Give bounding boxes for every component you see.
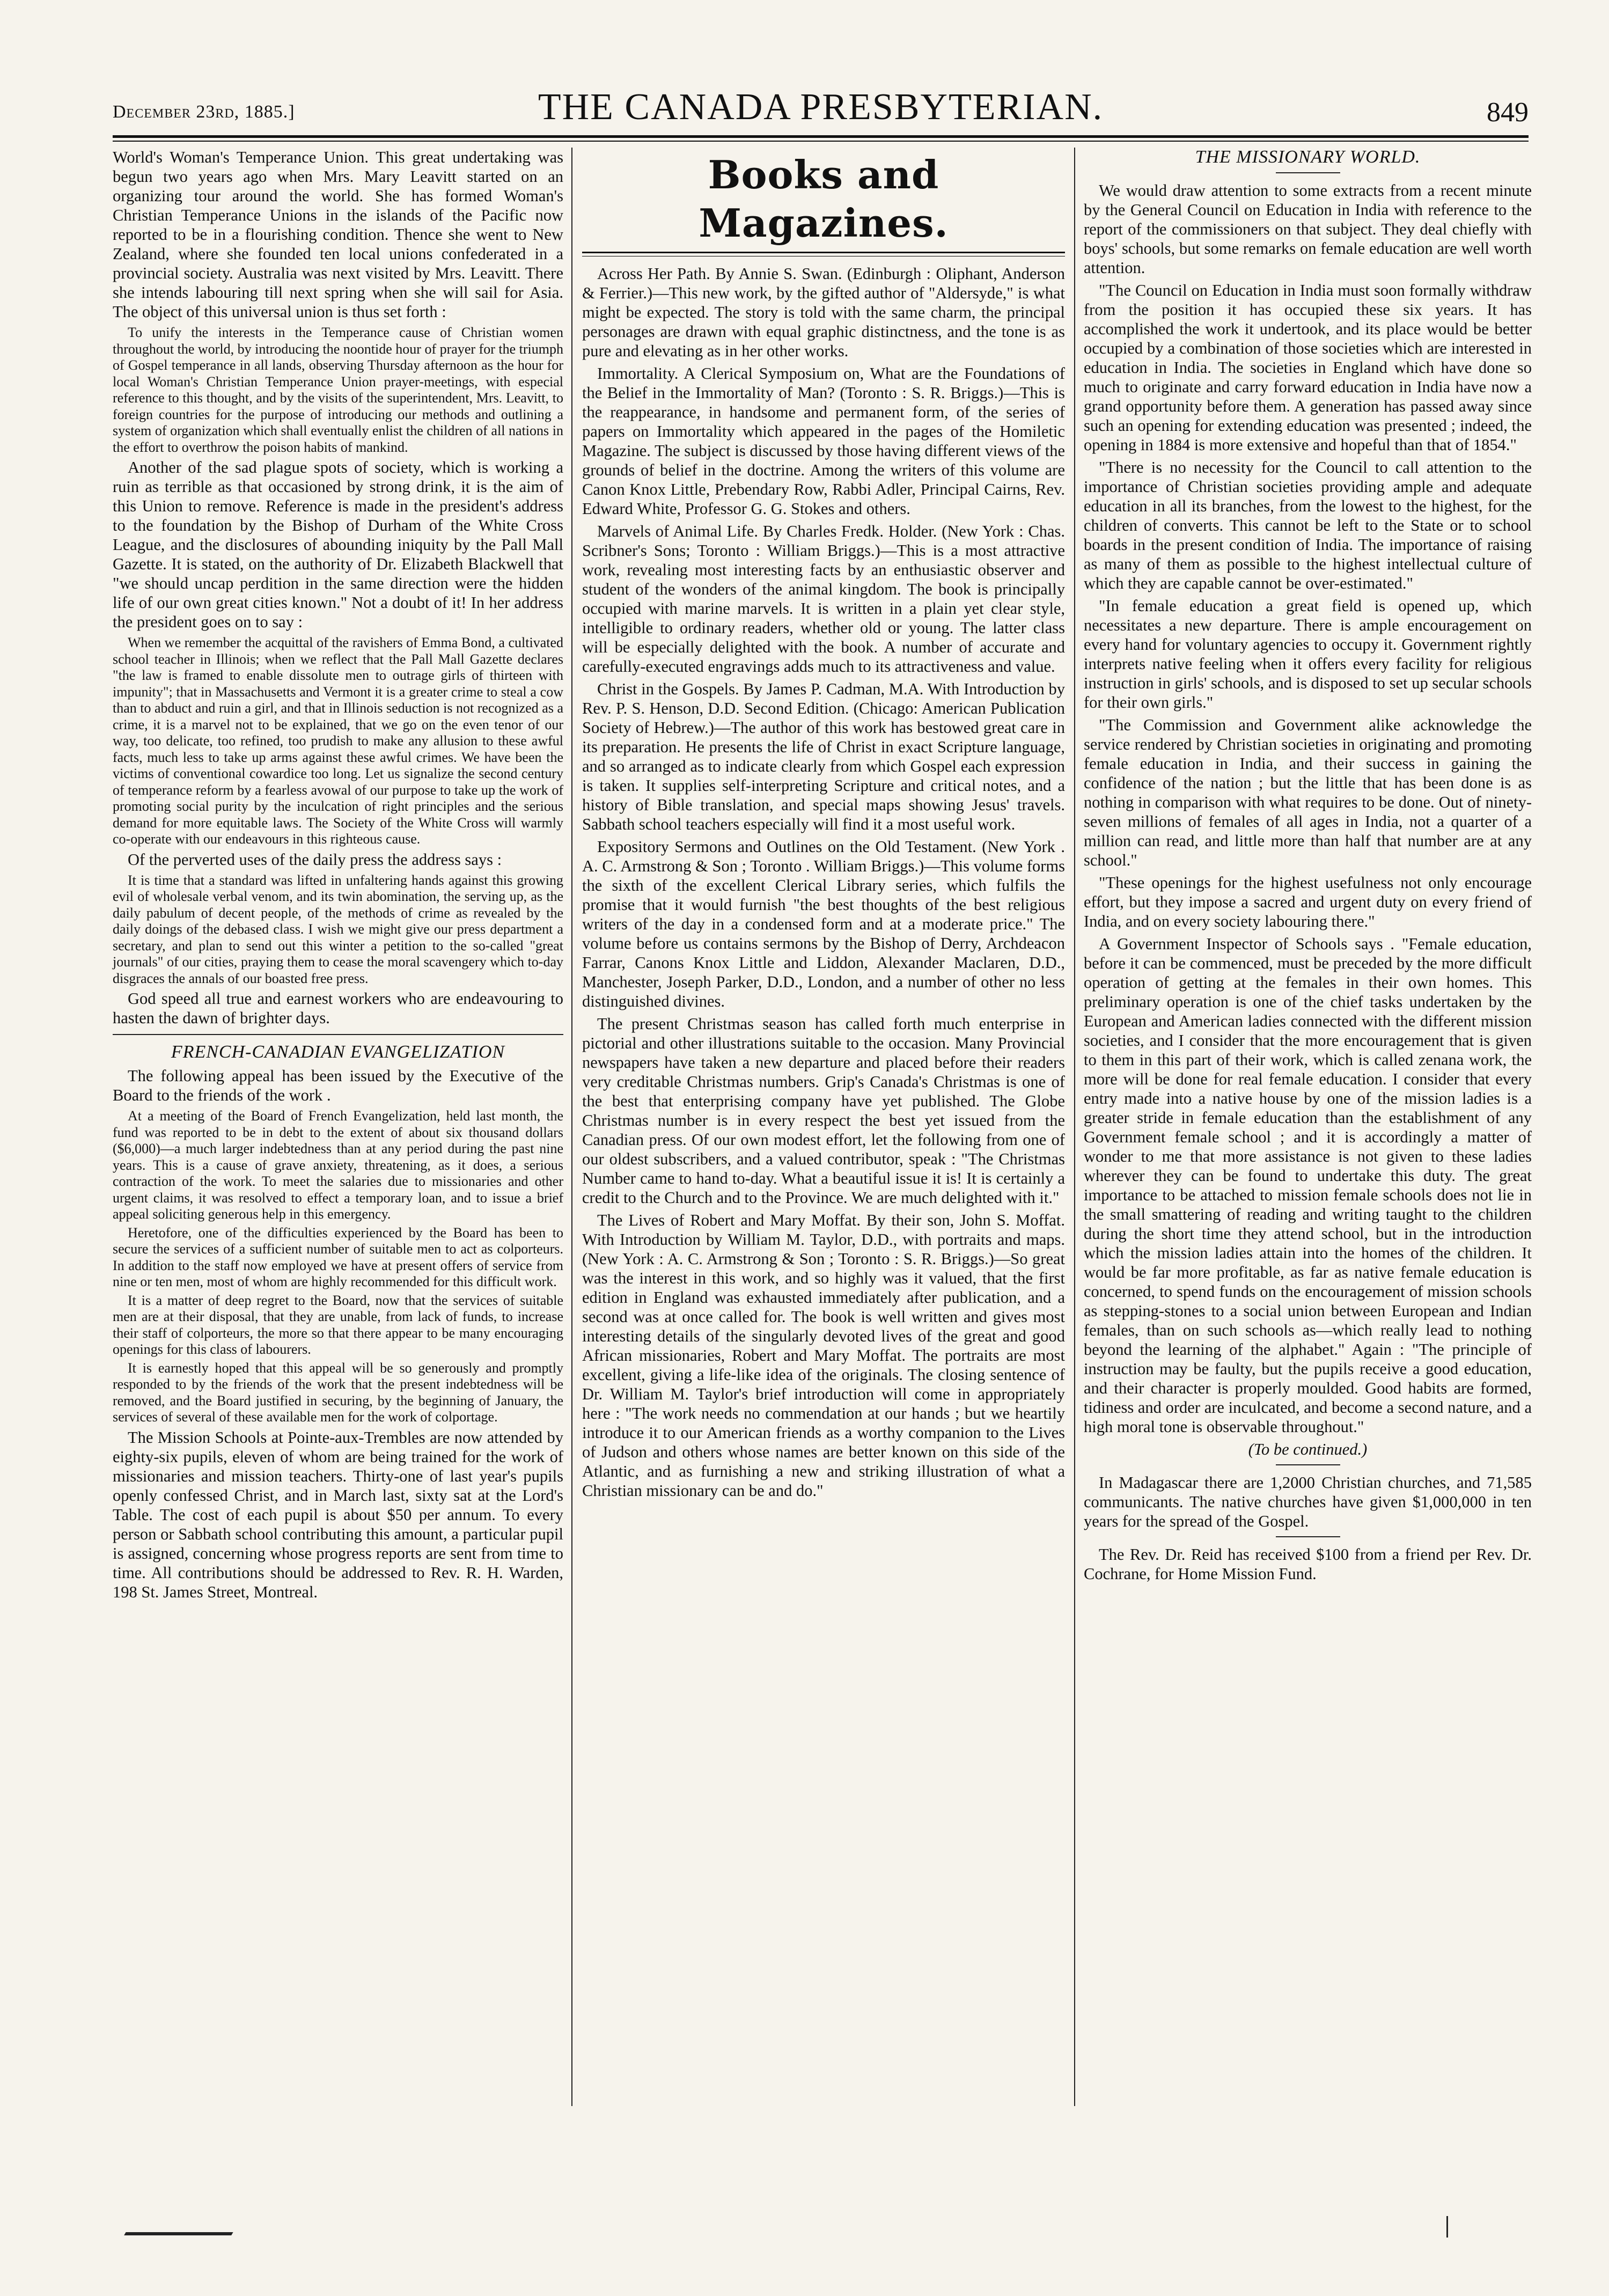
masthead-rule bbox=[113, 135, 1529, 138]
quote-text: When we remember the acquittal of the ravishers of Emma Bond, a cultivated school teacher in Illinois; when we reflect that the Pall Mall Gazette declares "the law is framed to enable dissolute men to outrage girls of thirteen with impunity"; that in Massachusetts and Vermont it is a greater crime to steal a cow than to abduct and ruin a girl, and that in Illinois seduction is not recognized as a crime, it is a marvel not to be explained, that we go on the even tenor of our way, too delicate, too refined, too prudish to make any allusion to these awful facts, much less to take up arms against these awful crimes. We have been the victims of conventional cowardice too long. Let us signalize the second century of temperance reform by a fearless avowal of our purpose to take up the work of promoting social purity by the inculcation of right principles and the serious demand for more equitable laws. The Society of the White Cross will warmly co-operate with our endeavours in this righteous cause. bbox=[113, 635, 563, 847]
temperance-paragraph-3: Of the perverted uses of the daily press the address says : bbox=[128, 850, 502, 869]
temperance-paragraph-2: Another of the sad plague spots of society, which is working a ruin as terrible as that occasioned by strong drink, it is the aim of this Union to remove. Reference is made in the president's address to the foundation by the Bishop of Durham of the White Cross League, and the disclosures of abounding iniquity by the Pall Mall Gazette. It is stated, on the authority of Dr. Elizabeth Blackwell that "we should uncap perdition in the same direction were the hidden life of our own great cities known." Not a doubt of it! In her address the president goes on to say : bbox=[113, 458, 563, 631]
temperance-paragraph-1: World's Woman's Temperance Union. This great undertaking was begun two years ago when Mrs. Mary Leavitt started on an organizing tour around the world. She has formed Woman's Christian Temperance Unions in the islands of the Pacific now reported to be in a flourishing condition. Thence she went to New Zealand, where she founded ten local unions confederated in a provincial society. Australia was next visited by Mrs. Leavitt. There she intends labouring till next spring when she will sail for Asia. The object of this universal union is thus set forth : bbox=[113, 148, 563, 321]
section-heading-french-canadian: FRENCH-CANADIAN EVANGELIZATION bbox=[171, 1042, 505, 1062]
missionary-paragraph-3: "There is no necessity for the Council to call attention to the importance of Christian societies providing ample and adequate education in all its branches, from the lowest to the highest, for the children of converts. This cannot be left to the State or to school boards in the present condition of India. The importance of raising as many of them as possible to the highest intellectual culture of which they are capable cannot be over-estimated." bbox=[1084, 458, 1532, 592]
heading-rule bbox=[1276, 172, 1340, 173]
masthead-rule-thin bbox=[113, 141, 1529, 142]
review-immortality: Immortality. A Clerical Symposium on, What are the Foundations of the Belief in the Immortality of Man? (Toronto : S. R. Briggs.)—This is the reappearance, in handsome and permanent form, of the series of papers on Immortality which appeared in the pages of the Homiletic Magazine. The subject is discussed by those having different views of the grounds of belief in the doctrine. Among the writers of this volume are Canon Knox Little, Prebendary Row, Rabbi Adler, Principal Cairns, Rev. Edward White, Professor G. G. Stokes and others. bbox=[582, 364, 1065, 518]
section-rule bbox=[113, 1034, 563, 1035]
temperance-quote-2 bbox=[113, 635, 563, 848]
newspaper-title: THE CANADA PRESBYTERIAN. bbox=[538, 86, 1104, 128]
temperance-paragraph-4: God speed all true and earnest workers who are endeavouring to hasten the dawn of brighter days. bbox=[113, 989, 563, 1027]
print-smudge-mark bbox=[121, 2232, 233, 2241]
section-heading-missionary-world: THE MISSIONARY WORLD. bbox=[1195, 147, 1421, 167]
temperance-quote-1 bbox=[113, 325, 563, 456]
missionary-paragraph-2: "The Council on Education in India must soon formally withdraw from the position it has occupied these six years. It has accomplished the work it undertook, and its place would be better occupied by a combination of those societies which are interested in education in India. The societies in England which have done so much to originate and carry forward education in India have now a grand opportunity before them. A generation has passed away since such an opening for extending education was presented ; indeed, the opening in 1884 is more extensive and hopeful than that of 1854." bbox=[1084, 281, 1532, 454]
column-center bbox=[582, 148, 1065, 1503]
masthead bbox=[113, 80, 1529, 140]
quote-text: It is time that a standard was lifted in unfaltering hands against this growing evil of wholesale verbal venom, and its twin abomination, the serving up, as the daily pabulum of decent people, of the methods of crime as revealed by the daily doings of the debased class. I wish we might give our press department a secretary, and plan to send out this winter a petition to the so-called "great journals" of our cities, praying them to cease the moral scavengery which to-day disgraces the annals of our boasted free press. bbox=[113, 872, 563, 986]
to-be-continued: (To be continued.) bbox=[1248, 1440, 1368, 1458]
review-christ-in-the-gospels: Christ in the Gospels. By James P. Cadman, M.A. With Introduction by Rev. P. S. Henson, D.D. Second Edition. (Chicago: American Publication Society of Hebrew.)—The author of this work has bestowed great care in its preparation. He presents the life of Christ in exact Scripture language, and so arranged as to indicate clearly from which Gospel each expression is taken. It supplies self-interpreting Scripture and critical notes, and a history of Bible translation, and special maps showing Jesus' travels. Sabbath school teachers especially will find it a most useful work. bbox=[582, 680, 1065, 833]
column-right bbox=[1084, 148, 1532, 1587]
missionary-paragraph-7: A Government Inspector of Schools says . "Female education, before it can be commenced, must be preceded by the more difficult operation of getting at the females in their own homes. This preliminary operation is one of the chief tasks undertaken by the European and American ladies connected with the different mission societies, and I consider that the more encouragement that is given to them in this part of their work, which is called zenana work, the more will be done for real female education. I consider that every entry made into a native house by one of the mission ladies is a greater stride in female education than the establishment of any Government female school ; and it is accordingly a matter of wonder to me that more assistance is not given to these ladies wherever they can be found to undertake this duty. The great importance to be attached to mission female schools does not lie in the small smattering of reading and writing taught to the children during the short time they attend school, but in the introduction which the mission ladies attain into the homes of the children. It would be far more profitable, as far as native female education is concerned, to spend funds on the encouragement of mission schools as stepping-stones to a social union between European and Indian females, than on such schools as—which really lead to nothing beyond the learning of the alphabet." Again : "The principle of instruction may be faulty, but the pupils receive a good education, and their character is properly moulded. Good habits are formed, tidiness and order are inculcated, and become a second nature, and a high moral tone is observable throughout." bbox=[1084, 935, 1532, 1436]
review-christmas-season: The present Christmas season has called forth much enterprise in pictorial and other illustrations suitable to the occasion. Many Provincial newspapers have taken a new departure and placed before their readers very creditable Christmas numbers. Grip's Canada's Christmas is one of the best that enterprising company have yet published. The Globe Christmas number is in every respect the best yet issued from the Canadian press. Of our own modest effort, let the following from one of our oldest subscribers, and a valued contributor, speak : "The Christmas Number came to hand to-day. What a beautiful issue it is! It is certainly a credit to the Church and to the Province. We are much delighted with it." bbox=[582, 1015, 1065, 1207]
appeal-intro: The following appeal has been issued by the Executive of the Board to the friends of the work . bbox=[113, 1067, 563, 1104]
review-across-her-path: Across Her Path. By Annie S. Swan. (Edinburgh : Oliphant, Anderson & Ferrier.)—This new work, by the gifted author of "Aldersyde," is what might be expected. The story is told with the same charm, the principal personages are drawn with equal graphic distinctness, and the tone is as pure and elevating as in her other works. bbox=[582, 265, 1065, 360]
review-lives-of-moffat: The Lives of Robert and Mary Moffat. By their son, John S. Moffat. With Introduction by William M. Taylor, D.D., with portraits and maps. (New York : A. C. Armstrong & Son ; Toronto : S. R. Briggs.)—So great was the interest in this work, and so highly was it valued, that the first edition in England was exhausted immediately after publication, and a second was at once called for. The book is well written and gives most interesting details of the singularly devoted lives of the great and good African missionaries, Robert and Mary Moffat. The portraits are most excellent, giving a life-like idea of the originals. The closing sentence of Dr. William M. Taylor's brief introduction will come in appropriately here : "The work needs no commendation at our hands ; but we heartily introduce it to our American friends as a worthy companion to the Lives of Judson and others whose names are better known on this side of the Atlantic, and as furnishing a new and striking illustration of what a Christian missionary can be and do." bbox=[582, 1211, 1065, 1500]
missionary-paragraph-4: "In female education a great field is opened up, which necessitates a new departure. There is ample encouragement on every hand for voluntary agencies to occupy it. Government rightly interprets native feeling when it offers every facility for religious instruction in girls' schools, and is disposed to set up secular schools for their own girls." bbox=[1084, 597, 1532, 711]
appeal-text: It is earnestly hoped that this appeal will be so generously and promptly responded to by the friends of the work that the present indebtedness will be removed, and the Board justified in securing, by the beginning of January, the services of several of these available men for the work of colportage. bbox=[113, 1360, 563, 1425]
appeal-quote bbox=[113, 1108, 563, 1426]
temperance-quote-3 bbox=[113, 872, 563, 987]
column-divider-2 bbox=[1074, 148, 1075, 2106]
item-rule bbox=[1276, 1536, 1340, 1537]
section-heading-books: Books and Magazines. bbox=[699, 152, 949, 246]
page-number: 849 bbox=[1487, 97, 1529, 128]
column-left bbox=[113, 148, 563, 1605]
review-expository-sermons: Expository Sermons and Outlines on the Old Testament. (New York . A. C. Armstrong & Son ; Toronto . William Briggs.)—This volume forms the sixth of the excellent Clerical Library series, which fulfils the promise that it would furnish "the best thoughts of the best religious writers of the day in a condensed form and at a moderate price." The volume before us contains sermons by the Bishop of Derry, Archdeacon Farrar, Canons Knox Little and Liddon, Alexander Maclaren, D.D., Manchester, Joseph Parker, D.D., London, and a number of other no less distinguished divines. bbox=[582, 838, 1065, 1010]
column-divider-1 bbox=[571, 148, 572, 2106]
item-rule bbox=[1276, 1464, 1340, 1465]
appeal-text: Heretofore, one of the difficulties experienced by the Board has been to secure the services of a sufficient number of suitable men to act as colporteurs. In addition to the staff now employed we have at present offers of service from nine or ten men, most of whom are highly recommended for this difficult work. bbox=[113, 1224, 563, 1289]
reid-note: The Rev. Dr. Reid has received $100 from a friend per Rev. Dr. Cochrane, for Home Mission Fund. bbox=[1084, 1545, 1532, 1583]
quote-text: To unify the interests in the Temperance cause of Christian women throughout the world, by introducing the noontide hour of prayer for the triumph of Gospel temperance in all lands, observing Thursday afternoon as the hour for local Woman's Christian Temperance Union prayer-meetings, with especial reference to this thought, and by the visits of the superintendent, Mrs. Leavitt, to foreign countries for the purpose of introducing our methods and outlining a system of organization which shall eventually enlist the children of all nations in the effort to overthrow the poison habits of mankind. bbox=[113, 325, 563, 455]
appeal-text: At a meeting of the Board of French Evangelization, held last month, the fund was reported to be in debt to the extent of about six thousand dollars ($6,000)—a much larger indebtedness than at any period during the past nine years. This is a cause of grave anxiety, threatening, as it does, a serious contraction of the work. To meet the salaries due to missionaries and other urgent claims, it was resolved to effect a temporary loan, and to issue a brief appeal soliciting generous help in this emergency. bbox=[113, 1108, 563, 1222]
issue-date: December 23rd, 1885.] bbox=[113, 102, 295, 122]
missionary-paragraph-1: We would draw attention to some extracts from a recent minute by the General Council on Education in India with reference to the report of the commissioners on that subject. They deal chiefly with boys' schools, but some remarks on female education are well worth attention. bbox=[1084, 181, 1532, 277]
madagascar-note: In Madagascar there are 1,2000 Christian churches, and 71,585 communicants. The native churches have given $1,000,000 in ten years for the spread of the Gospel. bbox=[1084, 1473, 1532, 1530]
mission-schools-paragraph: The Mission Schools at Pointe-aux-Trembles are now attended by eighty-six pupils, eleven of whom are being trained for the work of missionaries and mission teachers. Thirty-one of last year's pupils openly confessed Christ, and in March last, sixty sat at the Lord's Table. The cost of each pupil is about $50 per annum. To every person or Sabbath school contributing this amount, a particular pupil is assigned, concerning whose progress reports are sent from time to time. All contributions should be addressed to Rev. R. H. Warden, 198 St. James Street, Montreal. bbox=[113, 1428, 563, 1601]
heading-double-rule bbox=[582, 252, 1065, 256]
page-edge-mark bbox=[1446, 2216, 1502, 2238]
appeal-text: It is a matter of deep regret to the Board, now that the services of suitable men are at their disposal, that they are unable, from lack of funds, to increase their staff of colporteurs, the more so that there appear to be many encouraging openings for this class of labourers. bbox=[113, 1292, 563, 1357]
missionary-paragraph-6: "These openings for the highest usefulness not only encourage effort, but they impose a sacred and urgent duty on every friend of India, and on every society labouring there." bbox=[1084, 874, 1532, 930]
review-marvels-of-animal-life: Marvels of Animal Life. By Charles Fredk. Holder. (New York : Chas. Scribner's Sons; Toronto : William Briggs.)—This is a most attractive work, revealing most interesting facts by an enthusiastic observer and student of the wonders of the animal kingdom. The book is principally occupied with marine marvels. It is written in a plain yet clear style, intelligible to ordinary readers, whether old or young. The latter class will be especially delighted with the book. A number of accurate and carefully-executed engravings adds much to its attractiveness and value. bbox=[582, 522, 1065, 676]
missionary-paragraph-5: "The Commission and Government alike acknowledge the service rendered by Christian societies in originating and promoting female education in India, and their success in gaining the confidence of the nation ; but the little that has been done is as nothing in comparison with what requires to be done. Out of ninety-seven millions of females of all ages in India, not a quarter of a million can read, and little more than half that number are at any school." bbox=[1084, 716, 1532, 869]
